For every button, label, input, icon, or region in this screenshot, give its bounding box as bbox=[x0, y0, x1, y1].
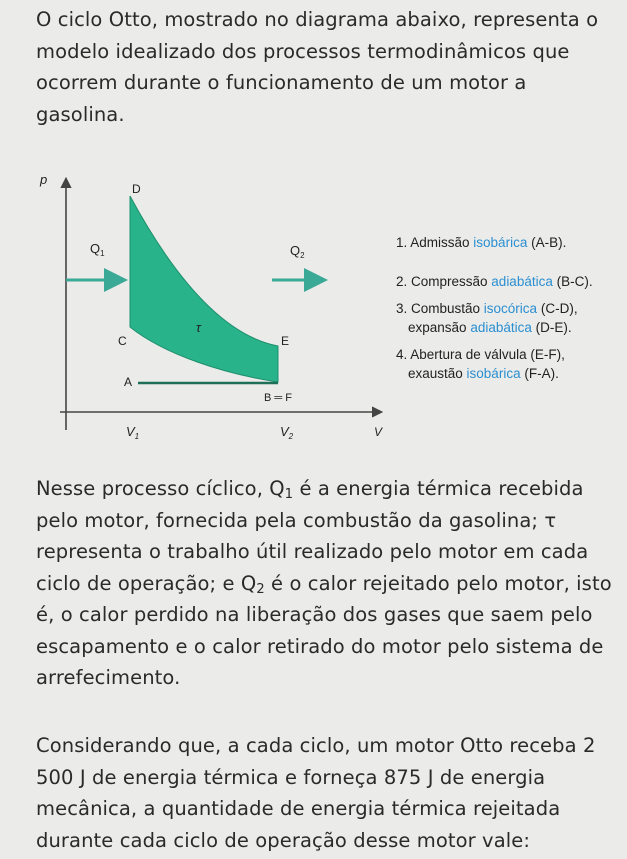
step-4-cont: exaustão isobárica (F-A). bbox=[408, 366, 559, 381]
step-4: 4. Abertura de válvula (E-F), bbox=[396, 347, 565, 362]
q2-label: $Q_2$ bbox=[290, 243, 305, 260]
point-d-label: D bbox=[132, 182, 141, 196]
q1-label: $Q_1$ bbox=[90, 241, 105, 258]
intro-paragraph: O ciclo Otto, mostrado no diagrama abaixo, representa o modelo idealizado dos processos termodinâmicos que ocorrem durante o funcionamento de um motor a gasolina. bbox=[36, 8, 599, 126]
step-1: 1. Admissão isobárica (A-B). bbox=[396, 235, 567, 250]
step-2: 2. Compressão adiabática (B-C). bbox=[396, 274, 593, 289]
point-c-label: C bbox=[118, 334, 127, 348]
question-paragraph: Considerando que, a cada ciclo, um motor Otto receba 2 500 J de energia térmica e forneça 875 J de energia mecânica, a quantidade de energia térmica rejeitada durante cada ciclo de operação desse motor vale: bbox=[36, 734, 596, 852]
otto-cycle-diagram bbox=[0, 160, 627, 460]
cycle-area bbox=[130, 196, 278, 382]
point-a-label: A bbox=[124, 375, 133, 389]
step-3-cont: expansão adiabática (D-E). bbox=[408, 320, 572, 335]
tau-label: τ bbox=[196, 320, 201, 335]
v1-label: $V_1$ bbox=[126, 424, 140, 441]
v-axis-label: V bbox=[374, 425, 383, 439]
description-paragraph: Nesse processo cíclico, $Q_1$ é a energia térmica recebida pelo motor, fornecida pela combustão da gasolina; τ representa o trabalho útil realizado pelo motor em cada ciclo de operação; e $Q_2$ é o calor rejeitado pelo motor, isto é, o calor perdido na liberação dos gases que saem pelo escapamento e o calor retirado do motor pelo sistema de arrefecimento. bbox=[36, 477, 612, 689]
step-3: 3. Combustão isocórica (C-D), bbox=[396, 301, 578, 316]
point-bf-label: B ═ F bbox=[264, 392, 292, 404]
p-axis-label: p bbox=[40, 172, 48, 187]
v2-label: $V_2$ bbox=[280, 424, 294, 441]
point-e-label: E bbox=[281, 334, 290, 348]
